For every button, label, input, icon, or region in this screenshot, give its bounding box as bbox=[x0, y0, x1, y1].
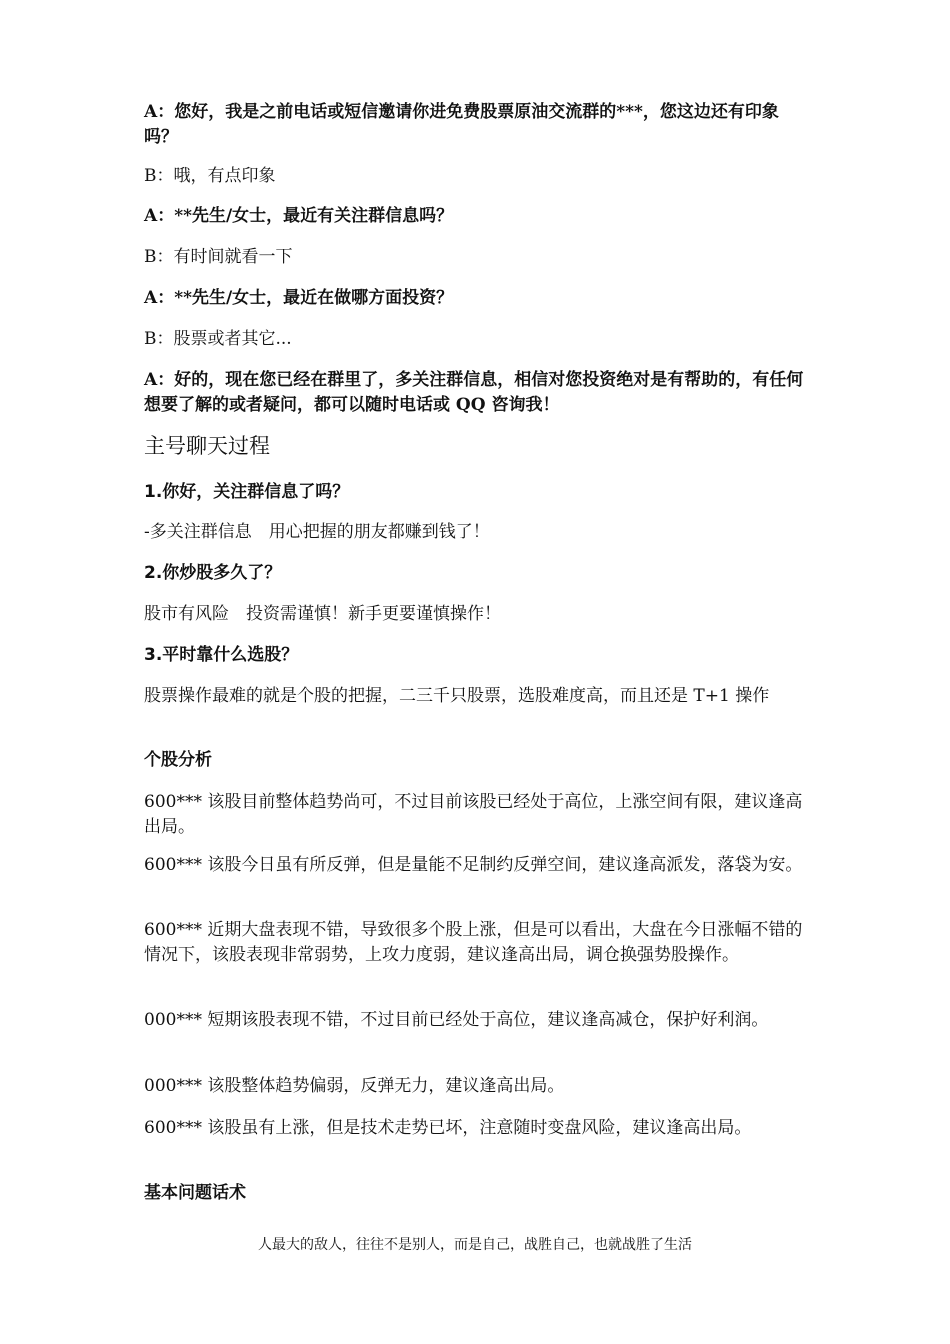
stock-analysis-item: 600*** 近期大盘表现不错，导致很多个股上涨，但是可以看出，大盘在今日涨幅不错的情况下，该股表现非常弱势，上攻力度弱，建议逢高出局，调仓换强势股操作。 bbox=[144, 920, 803, 965]
answer-3: 股票操作最难的就是个股的把握，二三千只股票，选股难度高，而且还是 T+1 操作 bbox=[144, 686, 770, 706]
answer-1: -多关注群信息 用心把握的朋友都赚到钱了！ bbox=[144, 522, 490, 542]
dialogue-a-4: A：好的，现在您已经在群里了，多关注群信息，相信对您投资绝对是有帮助的，有任何想要了解的或者疑问，都可以随时电话或 QQ 咨询我！ bbox=[144, 370, 804, 415]
dialogue-b-2: B：有时间就看一下 bbox=[144, 247, 293, 267]
stock-analysis-title: 个股分析 bbox=[144, 750, 212, 770]
basic-questions-title: 基本问题话术 bbox=[144, 1183, 246, 1203]
question-3: 3.平时靠什么选股？ bbox=[144, 645, 299, 665]
question-2: 2.你炒股多久了？ bbox=[144, 563, 282, 583]
question-1: 1.你好，关注群信息了吗？ bbox=[144, 482, 350, 502]
dialogue-a-2: A：**先生/女士，最近有关注群信息吗？ bbox=[144, 206, 454, 226]
page-footer-quote: 人最大的敌人，往往不是别人，而是自己，战胜自己，也就战胜了生活 bbox=[258, 1237, 692, 1253]
section-title-main-chat: 主号聊天过程 bbox=[144, 434, 270, 458]
dialogue-a-1: A：您好，我是之前电话或短信邀请你进免费股票原油交流群的***，您这边还有印象吗？ bbox=[144, 102, 779, 147]
dialogue-b-3: B：股票或者其它... bbox=[144, 329, 292, 349]
dialogue-b-1: B：哦，有点印象 bbox=[144, 166, 276, 186]
dialogue-a-3: A：**先生/女士，最近在做哪方面投资？ bbox=[144, 288, 454, 308]
stock-analysis-item: 000*** 该股整体趋势偏弱，反弹无力，建议逢高出局。 bbox=[144, 1076, 565, 1096]
stock-analysis-item: 600*** 该股虽有上涨，但是技术走势已坏，注意随时变盘风险，建议逢高出局。 bbox=[144, 1118, 752, 1138]
stock-analysis-item: 000*** 短期该股表现不错，不过目前已经处于高位，建议逢高减仓，保护好利润。 bbox=[144, 1010, 769, 1030]
stock-analysis-item: 600*** 该股今日虽有所反弹，但是量能不足制约反弹空间，建议逢高派发，落袋为安。 bbox=[144, 855, 803, 875]
stock-analysis-item: 600*** 该股目前整体趋势尚可，不过目前该股已经处于高位，上涨空间有限，建议逢高出局。 bbox=[144, 792, 803, 837]
answer-2: 股市有风险 投资需谨慎！新手更要谨慎操作！ bbox=[144, 604, 501, 624]
